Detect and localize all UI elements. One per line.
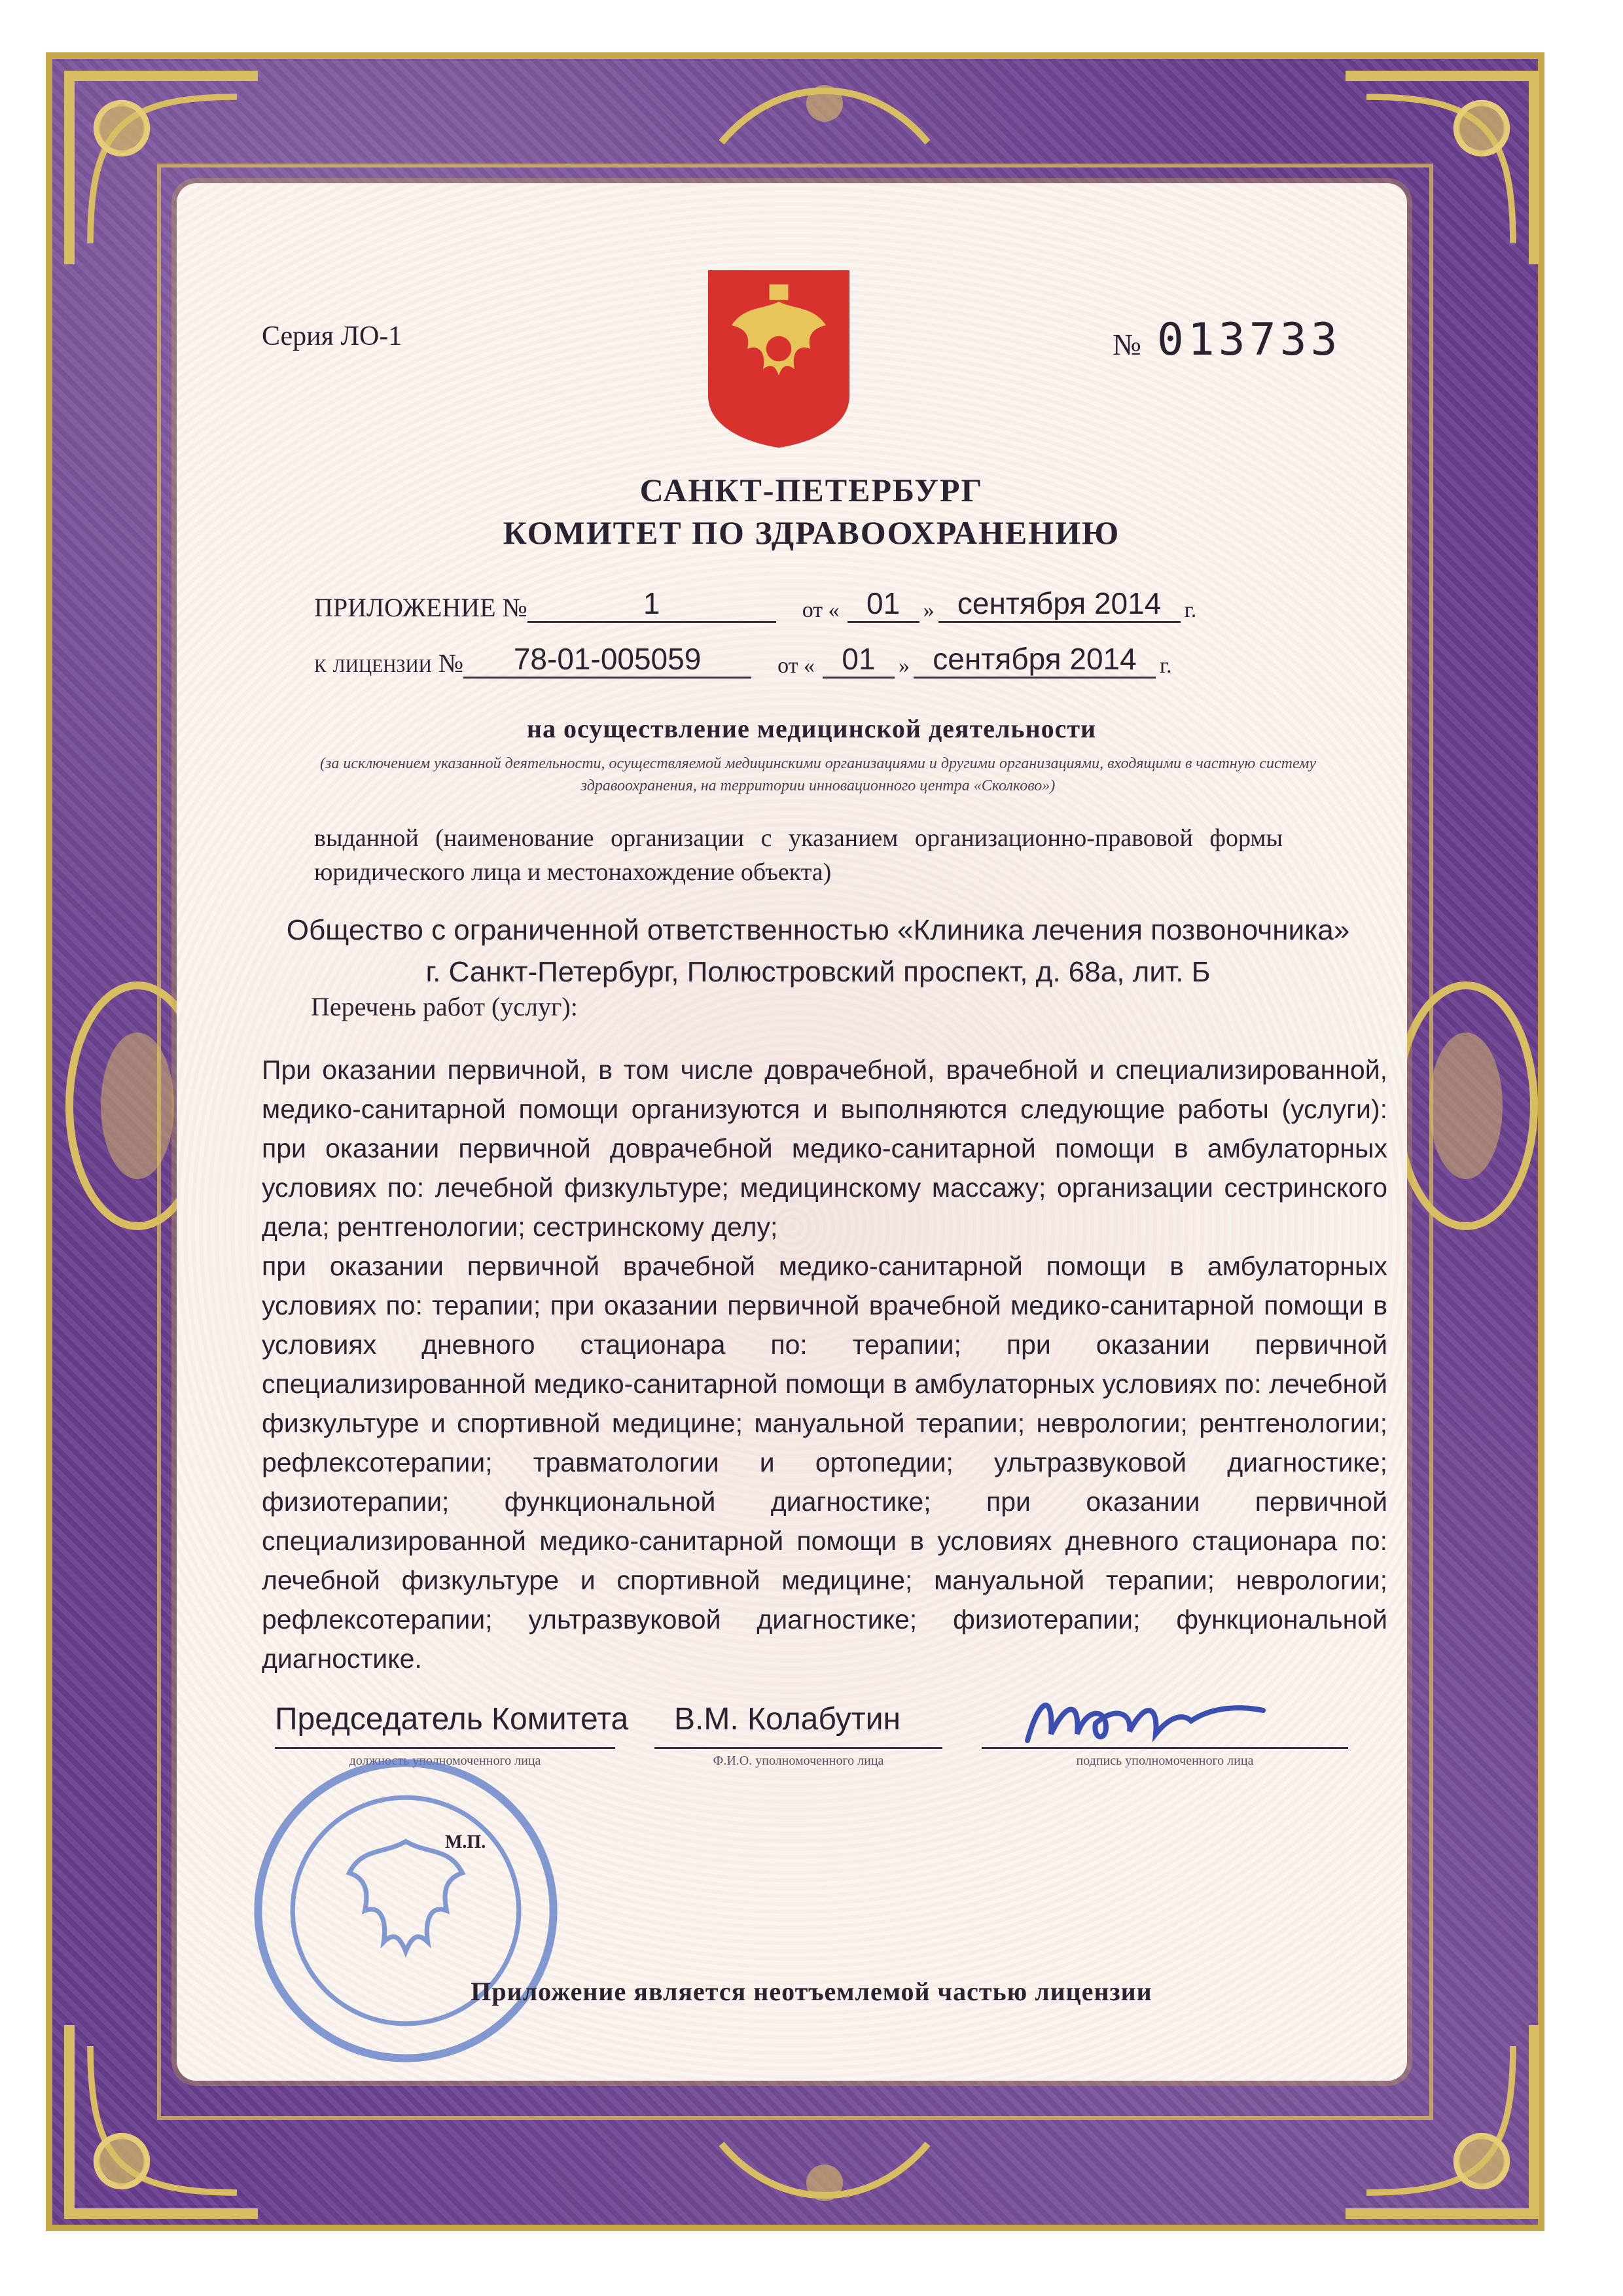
official-seal-icon xyxy=(249,1754,563,2068)
works-label: Перечень работ (услуг): xyxy=(311,992,578,1021)
company-address: г. Санкт-Петербург, Полюстровский проспект, д. 68а, лит. Б xyxy=(425,956,1211,988)
position-caption: должность уполномоченного лица xyxy=(349,1754,541,1768)
committee-title: КОМИТЕТ ПО ЗДРАВООХРАНЕНИЮ xyxy=(503,514,1120,551)
appendix-label: ПРИЛОЖЕНИЕ № xyxy=(314,593,527,622)
works-paragraph: при оказании первичной врачебной медико-санитарной помощи в амбулаторных условиях по: терапии; при оказании первичной врачебной медико-санитарной помощи в условиях дневного стационара по: терапии; при оказании первичной специализированной медико-санитарной помощи в амбулаторных условиях по: лечебной физкультуре и спортивной медицине; мануальной терапии; неврологии; рентгенологии; рефлексотерапии; травматологии и ортопедии; ультразвуковой диагностике; физиотерапии; функциональной диагностике; при оказании первичной специализированной медико-санитарной помощи в условиях дневного стационара по: лечебной физкультуре и спортивной медицине; мануальной терапии; неврологии; рефлексотерапии; ультразвуковой диагностике; физиотерапии; функциональной диагностике. xyxy=(262,1251,1387,1674)
appendix-row xyxy=(314,586,1200,623)
license-number-value: 78-01-005059 xyxy=(463,641,751,679)
issued-to-note: выданной (наименование организации с указанием организационно-правовой формы юридического лица и местонахождение объекта) xyxy=(314,824,1283,886)
company-name: Общество с ограниченной ответственностью «Клиника лечения позвоночника» xyxy=(286,914,1350,946)
license-year-suffix: г. xyxy=(1160,654,1172,678)
side-ornament-icon xyxy=(1387,968,1544,1243)
series-label: Серия ЛО-1 xyxy=(262,321,402,351)
city-title: САНКТ-ПЕТЕРБУРГ xyxy=(639,472,984,508)
license-label: к лицензии № xyxy=(314,648,464,678)
license-month-year: сентября 2014 xyxy=(914,641,1156,679)
bottom-ornament-icon xyxy=(707,2132,942,2224)
footer-note: Приложение является неотъемлемой частью лицензии xyxy=(471,1977,1152,2006)
top-ornament-icon xyxy=(707,62,942,154)
license-number xyxy=(1113,314,1342,366)
position-line xyxy=(275,1747,615,1749)
appendix-month-year: сентября 2014 xyxy=(938,586,1181,623)
works-list xyxy=(262,1050,1387,1678)
works-paragraph: При оказании первичной, в том числе доврачебной, врачебной и специализированной, медико-санитарной помощи организуются и выполняются следующие работы (услуги): при оказании первичной доврачебной медико-санитарной помощи в амбулаторных условиях по: лечебной физкультуре; медицинскому массажу; организации сестринского дела; рентгенологии; сестринскому делу; xyxy=(262,1055,1387,1242)
appendix-day-close: » xyxy=(923,598,935,622)
exclusion-note: (за исключением указанной деятельности, осуществляемой медицинскими организациями и другими организациями, входящими в частную систему здравоохранения, на территории инновационного центра «Сколково») xyxy=(320,755,1316,794)
coat-of-arms-icon xyxy=(700,262,857,451)
license-day-close: » xyxy=(899,654,910,678)
company-block xyxy=(262,910,1374,993)
appendix-year-suffix: г. xyxy=(1184,598,1197,622)
signature-line xyxy=(982,1747,1348,1749)
stamp-mark: М.П. xyxy=(445,1832,486,1852)
license-day: 01 xyxy=(823,641,895,679)
license-row xyxy=(314,641,1176,679)
name-caption: Ф.И.О. уполномоченного лица xyxy=(713,1754,884,1768)
signature-caption: подпись уполномоченного лица xyxy=(1076,1754,1254,1768)
appendix-number: 1 xyxy=(527,586,776,623)
signer-position: Председатель Комитета xyxy=(275,1702,629,1737)
activity-title: на осуществление медицинской деятельности xyxy=(526,714,1097,743)
license-from-label: от « xyxy=(777,654,815,678)
appendix-from-label: от « xyxy=(802,598,840,622)
number-sign: № xyxy=(1113,328,1141,361)
form-number: 013733 xyxy=(1156,314,1342,366)
name-line xyxy=(654,1747,942,1749)
signer-name: В.М. Колабутин xyxy=(674,1702,901,1737)
appendix-day: 01 xyxy=(847,586,919,623)
